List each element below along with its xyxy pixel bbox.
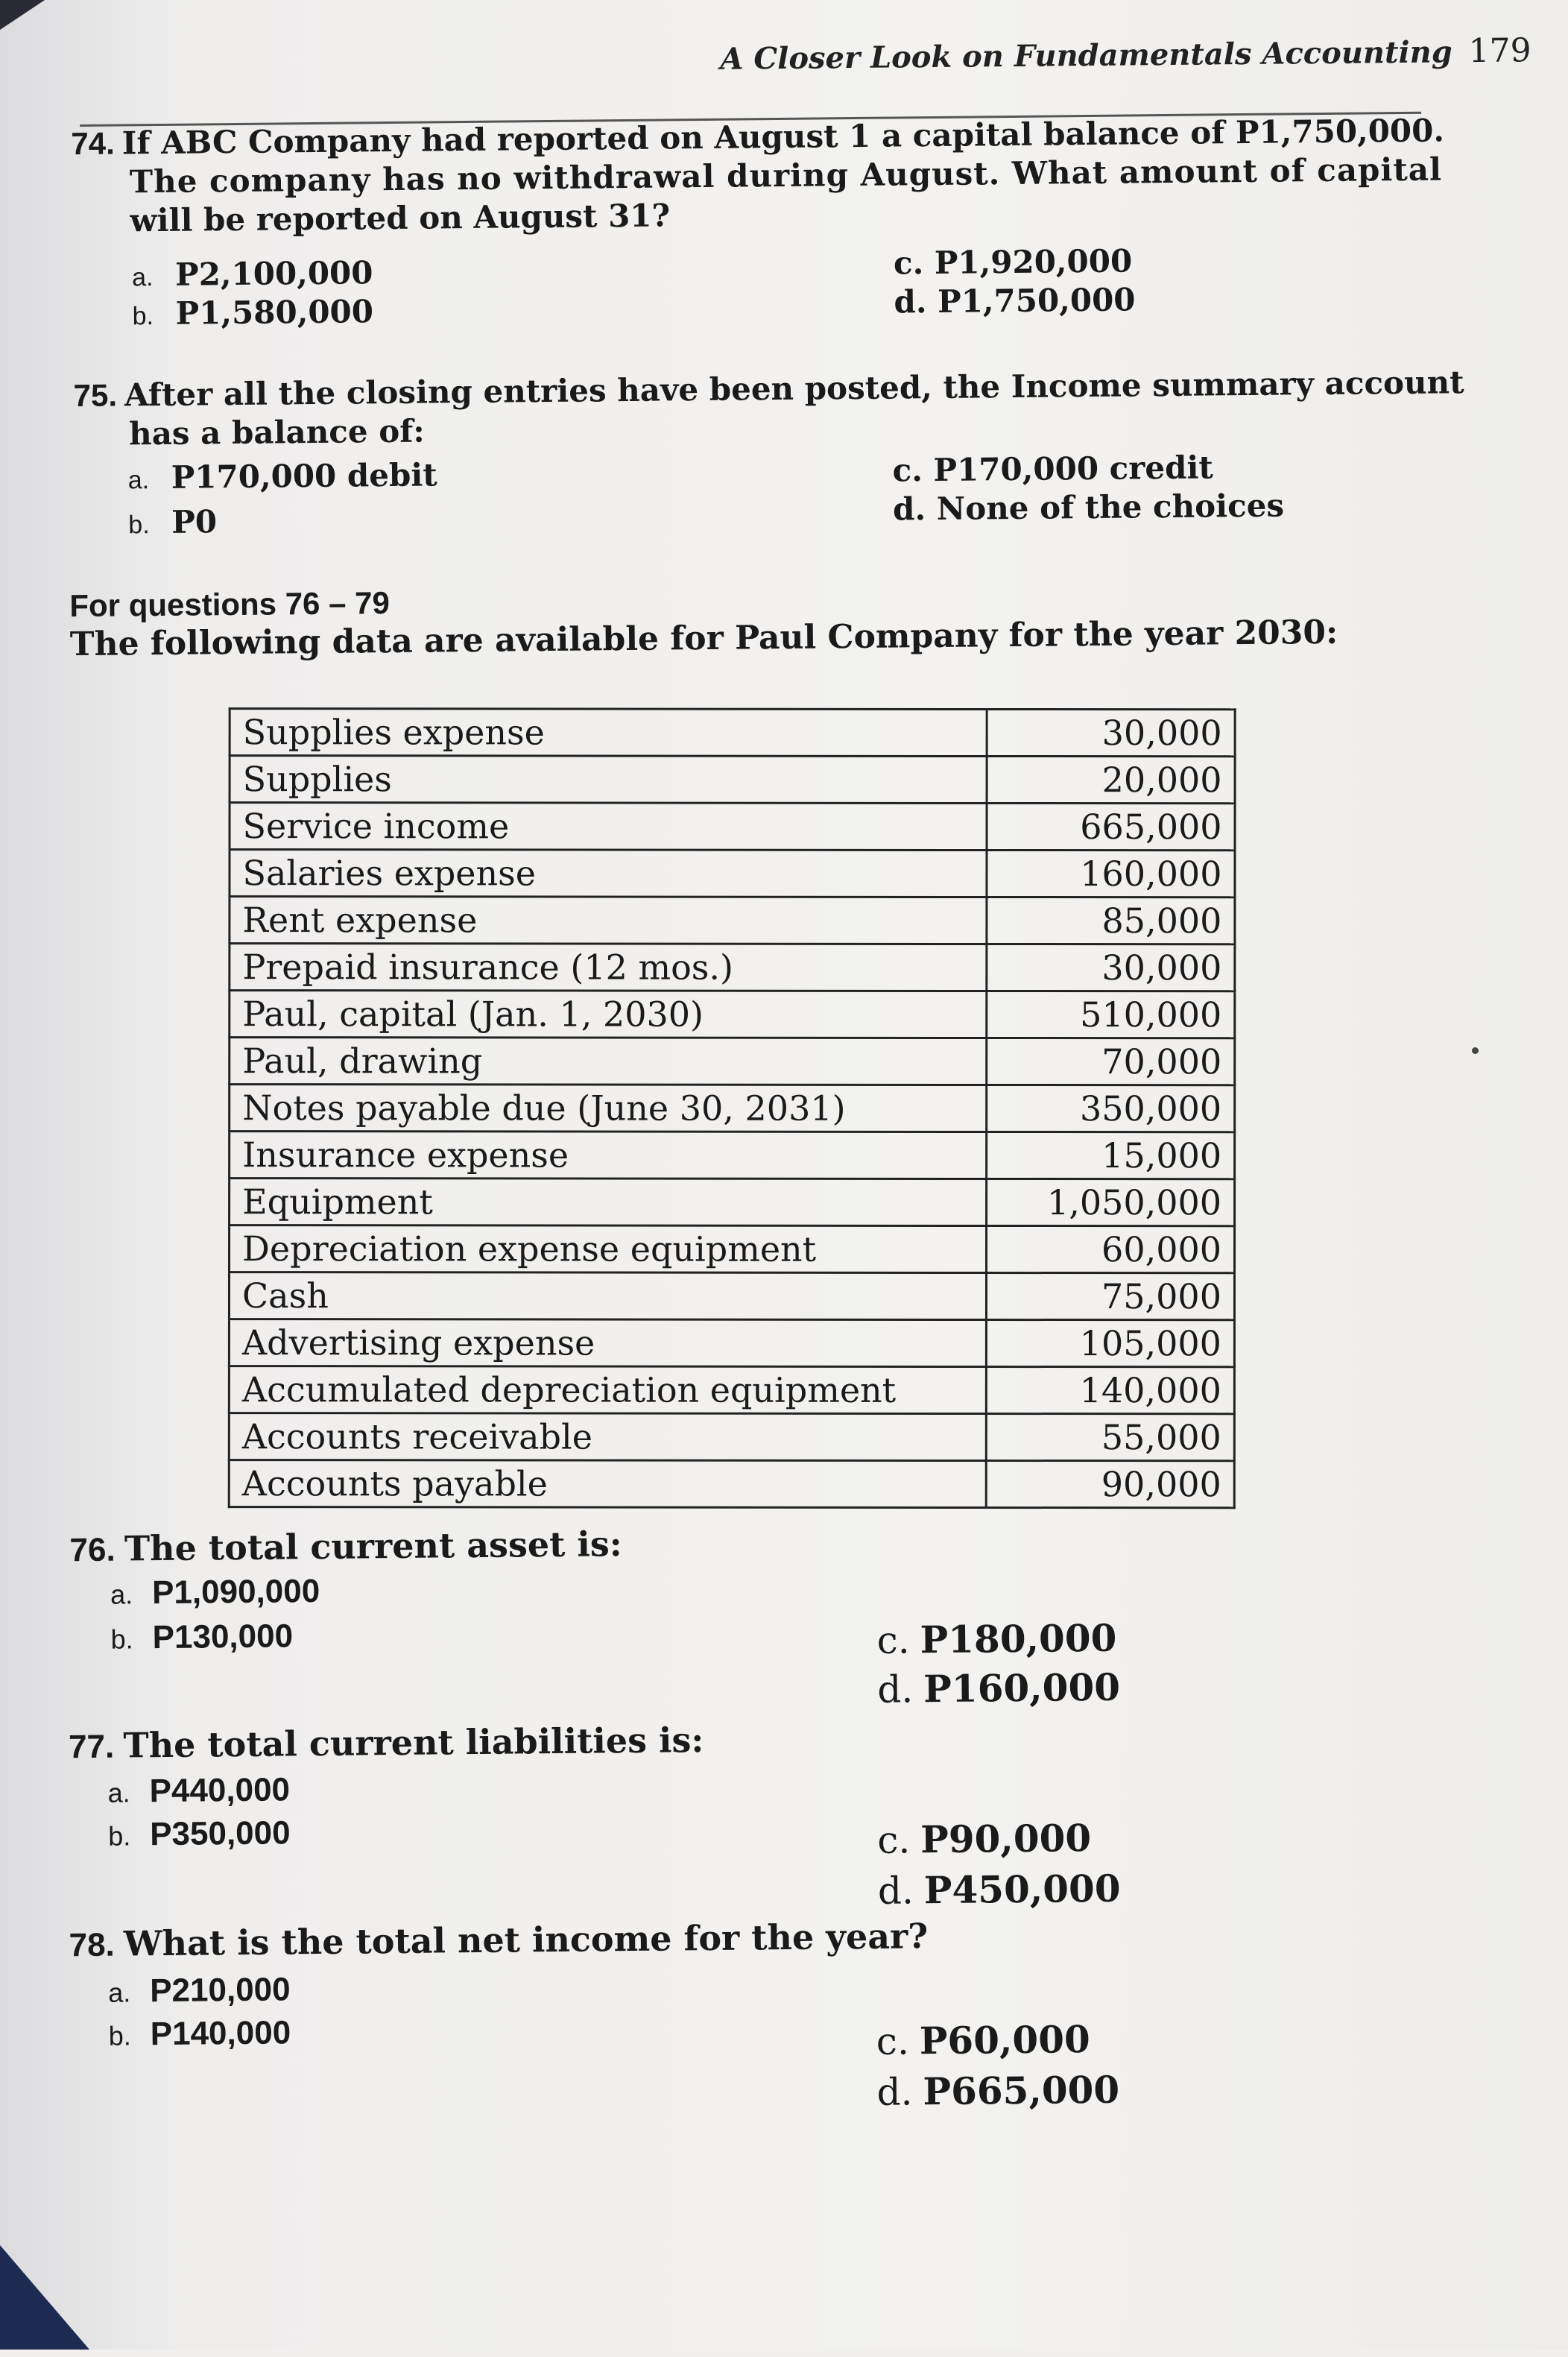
account-name: Cash <box>229 1272 986 1320</box>
questions-intro: For questions 76 – 79 <box>69 585 391 624</box>
question-76 <box>69 1524 622 1569</box>
option-b: b. P1,580,000 <box>132 293 374 332</box>
table-row <box>230 1085 1235 1132</box>
table-row <box>230 709 1235 757</box>
account-name: Accounts payable <box>229 1460 986 1508</box>
account-name: Advertising expense <box>229 1319 986 1367</box>
question-text: has a balance of: <box>128 412 426 452</box>
account-amount: 140,000 <box>986 1366 1234 1413</box>
account-name: Prepaid insurance (12 mos.) <box>230 944 987 991</box>
question-number: 75. <box>73 377 118 414</box>
account-name: Rent expense <box>230 897 987 944</box>
account-amount: 30,000 <box>987 944 1235 991</box>
account-name: Salaries expense <box>230 850 987 897</box>
page-number: 179 <box>1468 31 1531 71</box>
account-amount: 60,000 <box>986 1225 1234 1272</box>
account-amount: 510,000 <box>987 991 1235 1038</box>
account-name: Supplies <box>230 756 987 804</box>
account-name: Paul, drawing <box>230 1038 987 1085</box>
account-name: Depreciation expense equipment <box>230 1225 987 1273</box>
table-row <box>230 897 1235 944</box>
table-row <box>230 850 1235 897</box>
option-a: a. P210,000 <box>108 1971 291 2010</box>
question-text: will be reported on August 31? <box>130 197 671 239</box>
question-text: The total current liabilities is: <box>123 1720 704 1766</box>
account-name: Notes payable due (June 30, 2031) <box>230 1085 987 1132</box>
option-b: b. P350,000 <box>108 1814 291 1853</box>
account-name: Service income <box>230 803 987 851</box>
table-row <box>229 1319 1234 1367</box>
option-a: a. P2,100,000 <box>131 254 373 293</box>
option-c: c. P90,000 <box>877 1816 1092 1862</box>
option-c: c. P60,000 <box>876 2017 1091 2063</box>
book-title: A Closer Look on Fundamentals Accounting <box>720 34 1452 77</box>
question-74 <box>71 111 1450 241</box>
account-name: Paul, capital (Jan. 1, 2030) <box>230 991 987 1038</box>
option-b: b. P0 <box>128 503 218 540</box>
option-c: c. P180,000 <box>876 1615 1117 1662</box>
account-name: Accounts receivable <box>229 1413 986 1461</box>
question-text: After all the closing entries have been posted, the Income summary account <box>124 364 1464 414</box>
option-d: d. None of the choices <box>892 487 1285 528</box>
account-amount: 350,000 <box>986 1085 1234 1132</box>
question-number: 76. <box>69 1531 116 1569</box>
account-amount: 20,000 <box>987 756 1235 803</box>
option-d: d. P160,000 <box>877 1665 1121 1711</box>
table-row <box>229 1413 1234 1461</box>
question-text: What is the total net income for the year? <box>123 1916 929 1964</box>
table-row <box>230 991 1235 1038</box>
accounts-table <box>228 707 1236 1509</box>
table-row <box>230 1038 1235 1085</box>
question-text: If ABC Company had reported on August 1 a capital balance of P1,750,000. <box>121 112 1445 162</box>
account-amount: 30,000 <box>987 709 1235 756</box>
account-amount: 15,000 <box>986 1132 1234 1178</box>
account-amount: 665,000 <box>987 803 1235 850</box>
table-row <box>229 1460 1234 1508</box>
data-intro: The following data are available for Paul Company for the year 2030: <box>69 613 1338 664</box>
question-number: 78. <box>69 1926 116 1964</box>
option-c: c. P170,000 credit <box>892 449 1214 489</box>
account-amount: 70,000 <box>987 1038 1235 1085</box>
question-78 <box>69 1916 928 1964</box>
table-row <box>230 944 1235 991</box>
account-amount: 90,000 <box>986 1460 1234 1507</box>
ink-dot <box>1472 1047 1479 1054</box>
option-a: a. P440,000 <box>107 1771 291 1810</box>
option-d: d. P1,750,000 <box>894 281 1136 321</box>
table-row <box>230 1132 1235 1179</box>
running-header <box>720 31 1531 78</box>
option-a: a. P170,000 debit <box>127 456 437 496</box>
option-d: d. P665,000 <box>876 2067 1120 2114</box>
account-amount: 55,000 <box>986 1413 1234 1460</box>
question-77 <box>69 1720 704 1766</box>
table-row <box>230 803 1235 851</box>
account-amount: 1,050,000 <box>986 1178 1234 1225</box>
table-row <box>230 756 1235 804</box>
account-amount: 75,000 <box>986 1272 1234 1319</box>
option-d: d. P450,000 <box>877 1866 1121 1913</box>
table-row <box>230 1178 1235 1226</box>
table-row <box>229 1366 1234 1414</box>
account-amount: 85,000 <box>987 897 1235 944</box>
question-text: The total current asset is: <box>124 1524 622 1569</box>
table-row <box>230 1225 1235 1273</box>
account-name: Equipment <box>230 1178 987 1226</box>
table-row <box>229 1272 1234 1320</box>
option-c: c. P1,920,000 <box>893 242 1133 282</box>
account-amount: 105,000 <box>986 1319 1234 1366</box>
question-text: The company has no withdrawal during August. What amount of capital <box>129 151 1443 201</box>
account-name: Accumulated depreciation equipment <box>229 1366 986 1414</box>
question-number: 74. <box>71 125 116 162</box>
option-b: b. P130,000 <box>110 1618 294 1656</box>
account-name: Insurance expense <box>230 1132 987 1179</box>
option-a: a. P1,090,000 <box>110 1572 320 1612</box>
account-name: Supplies expense <box>230 709 987 757</box>
question-75 <box>73 363 1464 454</box>
account-amount: 160,000 <box>987 850 1235 897</box>
option-b: b. P140,000 <box>108 2014 291 2053</box>
question-number: 77. <box>68 1728 115 1766</box>
